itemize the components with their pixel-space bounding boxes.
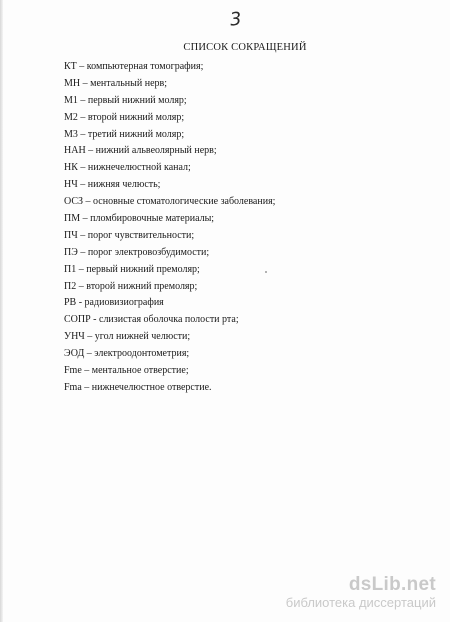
abbreviation-item: Fma – нижнечелюстное отверстие. [64, 381, 212, 393]
abbreviation-item: КТ – компьютерная томография; [64, 61, 204, 72]
abbreviation-item: ПЧ – порог чувствительности; [64, 229, 195, 241]
abbreviation-item: П1 – первый нижний премоляр; [64, 263, 200, 275]
abbreviation-item: МН – ментальный нерв; [64, 77, 168, 89]
abbreviation-item: НАН – нижний альвеолярный нерв; [64, 145, 217, 157]
page-number: 3 [228, 8, 243, 31]
abbreviation-item: М1 – первый нижний моляр; [64, 94, 187, 106]
abbreviation-item: М2 – второй нижний моляр; [64, 111, 185, 123]
abbreviation-item: НК – нижнечелюстной канал; [64, 162, 191, 174]
abbreviation-item: НЧ – нижняя челюсть; [64, 179, 161, 191]
abbreviation-item: ПЭ – порог электровозбудимости; [64, 246, 210, 258]
abbreviation-item: УНЧ – угол нижней челюсти; [64, 331, 191, 343]
abbreviation-item: РВ - радиовизиография [64, 297, 164, 309]
abbreviation-item: ОСЗ – основные стоматологические заболевания; [64, 196, 276, 208]
abbreviation-list [64, 59, 275, 397]
abbreviation-item: ЭОД – электроодонтометрия; [64, 348, 190, 360]
abbreviation-item: П2 – второй нижний премоляр; [64, 280, 198, 292]
watermark-subtitle: библиотека диссертаций [285, 595, 436, 610]
abbreviation-item: СОПР - слизистая оболочка полости рта; [64, 314, 239, 326]
abbreviation-item: Fme – ментальное отверстие; [64, 365, 189, 377]
abbreviation-item: М3 – третий нижний моляр; [64, 128, 185, 140]
watermark-logo: dsLib.net [348, 574, 436, 595]
abbreviation-item: ПМ – пломбировочные материалы; [64, 213, 215, 225]
watermark [286, 575, 436, 611]
section-title: СПИСОК СОКРАЩЕНИЙ [183, 42, 307, 53]
scan-speck [265, 271, 267, 273]
scan-edge [0, 0, 3, 622]
